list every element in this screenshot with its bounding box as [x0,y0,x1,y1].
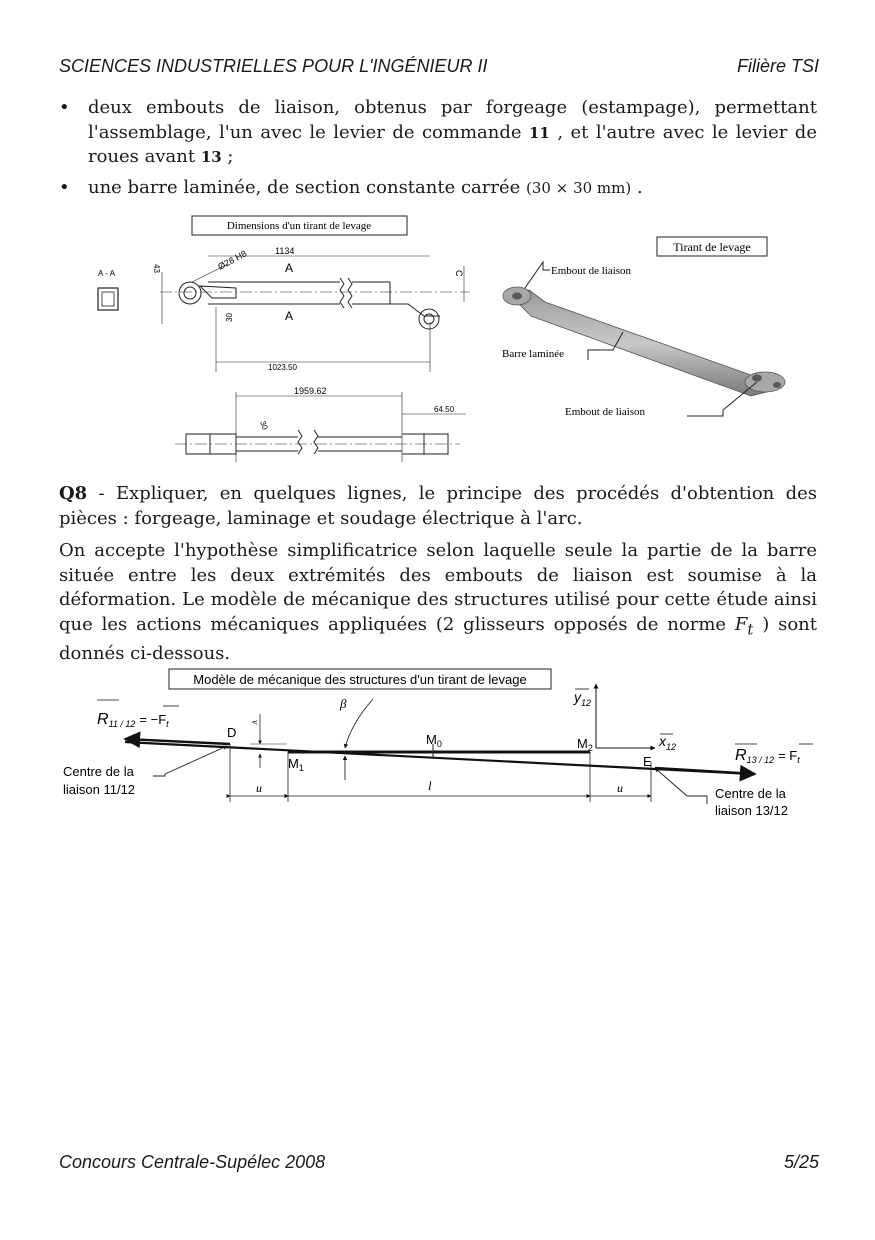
section-label: A - A [98,269,115,278]
section-view-inner [102,292,114,306]
footer-page-number: 5/25 [783,1152,819,1172]
section-view [98,288,118,310]
question-number: Q8 [59,483,88,504]
end-hole-right [752,375,762,382]
label-embout-top: Embout de liaison [551,265,632,277]
leader-centre-left [153,746,227,776]
label-beta: β [340,696,347,711]
bar-shape [513,290,767,396]
bullet-text: ; [221,146,234,167]
dim-small: 30 [225,313,234,322]
ref-13: 13 [200,148,222,166]
top-view [160,256,470,372]
bullet-text: . [631,176,643,198]
label-v: v [249,720,260,725]
drawing-dimensions [90,212,480,470]
section-mark-top: A [285,261,294,275]
label-R13-12: R13 / 12 = Ft [735,747,800,765]
bullet-item-embouts [59,96,817,170]
label-centre-left-1: Centre de la [63,764,134,779]
label-axis-x: $x_{12}$ [659,733,677,752]
label-point-E: E [643,754,652,769]
label-centre-right-1: Centre de la [715,786,786,801]
bullet-text: une barre laminée, de section constante carrée [88,176,527,198]
drawing-title: Dimensions d'un tirant de levage [226,220,372,232]
symbol-t: t [747,620,754,639]
end-fitting-right [745,372,785,392]
bullet-text: , et l'autre avec le levier de roues avant [88,121,817,167]
force-arrow-right [655,768,755,774]
bullet-icon: • [59,176,70,198]
label-u-left: u [256,781,262,795]
end-hole-right-2 [773,382,781,388]
section-mark-bottom: A [285,309,294,323]
label-point-M1: $M_1$ [288,756,304,773]
label-axis-y: $y_{12}$ [574,689,592,708]
bullet-icon: • [59,97,70,118]
paragraph-text: On accepte l'hypothèse simplificatrice selon laquelle seule la partie de la barre située entre les deux extrémités des embouts de liaison est soumise à la déformation. Le modèle de mécanique des structures utilisé pour cette étude ainsi que les actions mécaniques appliquées (2 glisseurs opposés de norme [59,540,817,635]
footer-contest: Concours Centrale-Supélec 2008 [59,1152,326,1172]
label-centre-left-2: liaison 11/12 [63,782,136,797]
tirant-title: Tirant de levage [673,240,751,254]
bullet-list [59,96,817,206]
dim-dia: 30 [258,419,270,432]
section-dimension: (30 × 30 mm) [526,178,632,197]
symbol-F: F [734,613,748,635]
label-embout-bottom: Embout de liaison [565,406,646,418]
header-section: Filière TSI [736,56,819,76]
label-point-M2: $M_2$ [577,736,593,753]
hypothesis-paragraph [59,539,817,666]
label-point-D: D [227,725,237,740]
dim-bore: Ø28 H8 [216,248,249,272]
label-R11-12: R11 / 12 = −Ft [97,711,169,729]
dim-end: 64.50 [434,405,455,414]
end-hole-left [512,293,522,300]
structure-model [55,664,825,824]
bullet-text: deux embouts de liaison, obtenus par forgeage (estampage), permettant l'assemblage, l'un avec le levier de commande [88,97,817,143]
question-text: - Expliquer, en quelques lignes, le principe des procédés d'obtention des pièces : forgeage, laminage et soudage électrique à l'arc. [59,483,817,529]
dim-top: 1134 [275,246,295,256]
paragraph-text: ) sont donnés ci-dessous. [59,613,817,664]
ref-11: 11 [528,123,550,142]
dim-right: C [454,270,464,277]
label-point-M0: $M_0$ [426,732,442,749]
dim-lower: 1959.62 [294,386,327,396]
header-title: SCIENCES INDUSTRIELLES POUR L'INGÉNIEUR II [59,56,488,76]
label-barre: Barre laminée [502,348,564,360]
label-u-right: u [617,781,623,795]
model-title: Modèle de mécanique des structures d'un tirant de levage [193,672,527,687]
beta-arc-top [345,699,373,748]
label-centre-right-2: liaison 13/12 [715,803,788,818]
drawing-3d-tirant [495,232,795,432]
dim-mid: 1023.50 [268,363,297,372]
dim-left: 43 [152,264,161,273]
label-l: l [428,778,432,793]
bottom-view [175,392,466,462]
leader-centre-right [655,768,707,804]
bullet-item-barre [59,176,817,201]
question-q8 [59,482,817,531]
